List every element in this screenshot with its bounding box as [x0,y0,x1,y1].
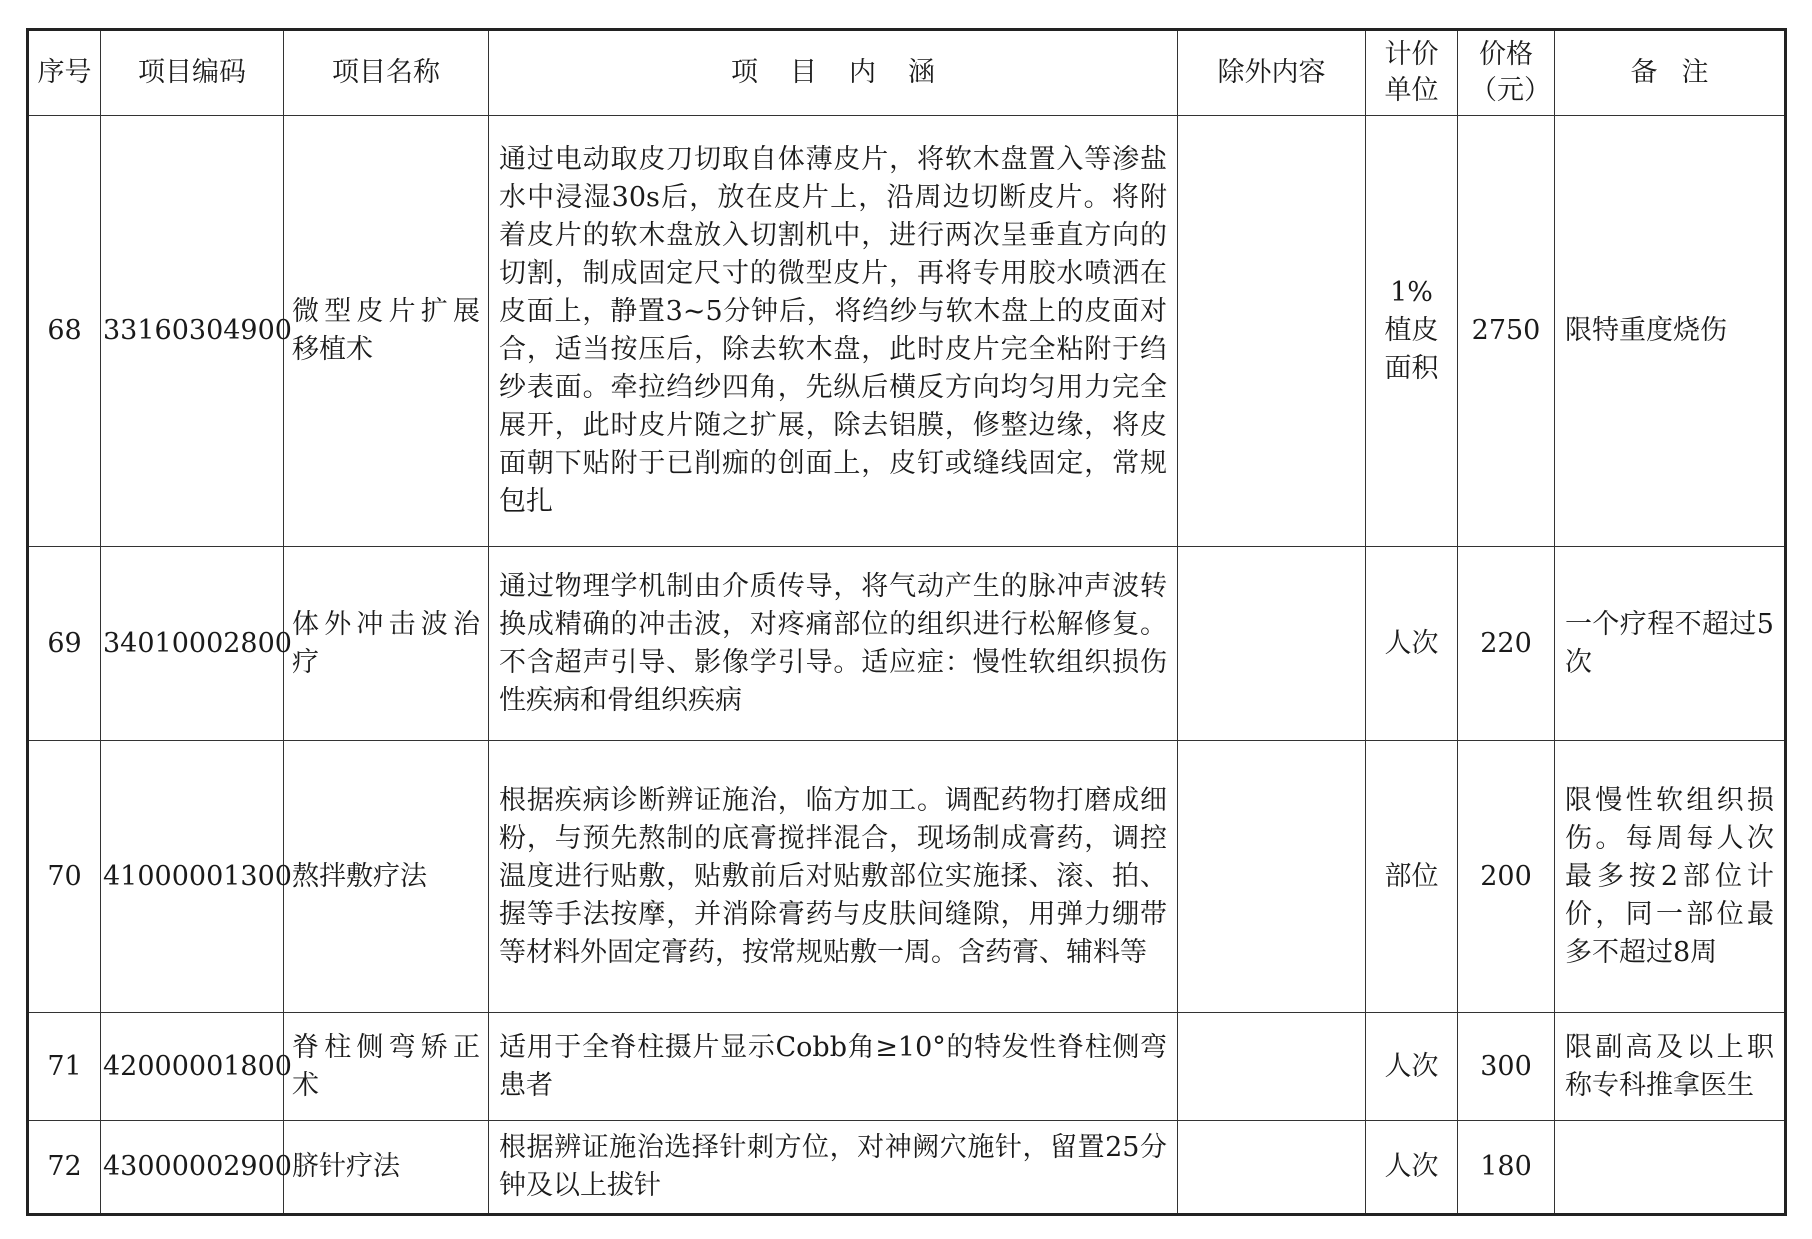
header-row [28,30,1786,116]
header-exclusions: 除外内容 [1178,30,1366,116]
header-content [489,30,1178,116]
cell-remarks: 限副高及以上职称专科推拿医生 [1555,1013,1786,1121]
cell-remarks: 限慢性软组织损伤。每周每人次最多按2部位计价，同一部位最多不超过8周 [1555,741,1786,1013]
cell-remarks: 限特重度烧伤 [1555,116,1786,547]
cell-content: 根据疾病诊断辨证施治，临方加工。调配药物打磨成细粉，与预先熬制的底膏搅拌混合，现场制成膏药，调控温度进行贴敷，贴敷前后对贴敷部位实施揉、滚、拍、握等手法按摩，并消除膏药与皮肤间缝隙，用弹力绷带等材料外固定膏药，按常规贴敷一周。含药膏、辅料等 [489,741,1178,1013]
cell-exclusions [1178,547,1366,741]
table-row [28,1121,1786,1215]
cell-exclusions [1178,741,1366,1013]
cell-code: 42000001800 [101,1013,284,1121]
cell-name: 脊柱侧弯矫正术 [284,1013,489,1121]
header-remarks [1555,30,1786,116]
cell-no: 71 [28,1013,101,1121]
header-name: 项目名称 [284,30,489,116]
cell-remarks [1555,1121,1786,1215]
cell-exclusions [1178,1013,1366,1121]
cell-unit: 部位 [1366,741,1458,1013]
cell-content: 适用于全脊柱摄片显示Cobb角≥10°的特发性脊柱侧弯患者 [489,1013,1178,1121]
cell-name: 熬拌敷疗法 [284,741,489,1013]
cell-content: 根据辨证施治选择针刺方位，对神阙穴施针，留置25分钟及以上拔针 [489,1121,1178,1215]
cell-code: 43000002900 [101,1121,284,1215]
cell-name: 脐针疗法 [284,1121,489,1215]
table-body [28,116,1786,1215]
header-unit [1366,30,1458,116]
table-header [28,30,1786,116]
cell-remarks: 一个疗程不超过5次 [1555,547,1786,741]
header-unit-label: 计价单位 [1384,38,1439,106]
cell-unit [1366,116,1458,547]
cell-unit: 人次 [1366,1121,1458,1215]
header-remarks-label: 备注 [1630,57,1733,88]
table-row [28,116,1786,547]
cell-no: 68 [28,116,101,547]
cell-price: 300 [1458,1013,1555,1121]
cell-content: 通过物理学机制由介质传导，将气动产生的脉冲声波转换成精确的冲击波，对疼痛部位的组织进行松解修复。不含超声引导、影像学引导。适应症：慢性软组织损伤性疾病和骨组织疾病 [489,547,1178,741]
medical-service-price-table [26,28,1787,1216]
cell-name: 微型皮片扩展移植术 [284,116,489,547]
cell-unit: 人次 [1366,547,1458,741]
cell-price: 200 [1458,741,1555,1013]
cell-exclusions [1178,116,1366,547]
cell-no: 69 [28,547,101,741]
table-row [28,741,1786,1013]
cell-price: 180 [1458,1121,1555,1215]
cell-no: 70 [28,741,101,1013]
header-content-label: 项目内涵 [731,57,967,88]
cell-price: 220 [1458,547,1555,741]
table-row [28,547,1786,741]
pricing-table-container [26,28,1784,1216]
cell-content: 通过电动取皮刀切取自体薄皮片，将软木盘置入等渗盐水中浸湿30s后，放在皮片上，沿周边切断皮片。将附着皮片的软木盘放入切割机中，进行两次呈垂直方向的切割，制成固定尺寸的微型皮片，再将专用胶水喷洒在皮面上，静置3~5分钟后，将绉纱与软木盘上的皮面对合，适当按压后，除去软木盘，此时皮片完全粘附于绉纱表面。牵拉绉纱四角，先纵后横反方向均匀用力完全展开，此时皮片随之扩展，除去铝膜，修整边缘，将皮面朝下贴附于已削痂的创面上，皮钉或缝线固定，常规包扎 [489,116,1178,547]
header-price-label: 价格（元） [1470,38,1551,106]
cell-unit-label: 1%植皮面积 [1384,277,1439,384]
cell-name: 体外冲击波治疗 [284,547,489,741]
cell-unit: 人次 [1366,1013,1458,1121]
cell-code: 33160304900 [101,116,284,547]
table-row [28,1013,1786,1121]
cell-exclusions [1178,1121,1366,1215]
header-price [1458,30,1555,116]
header-code: 项目编码 [101,30,284,116]
cell-no: 72 [28,1121,101,1215]
cell-price: 2750 [1458,116,1555,547]
header-no: 序号 [28,30,101,116]
cell-code: 34010002800 [101,547,284,741]
cell-code: 41000001300 [101,741,284,1013]
